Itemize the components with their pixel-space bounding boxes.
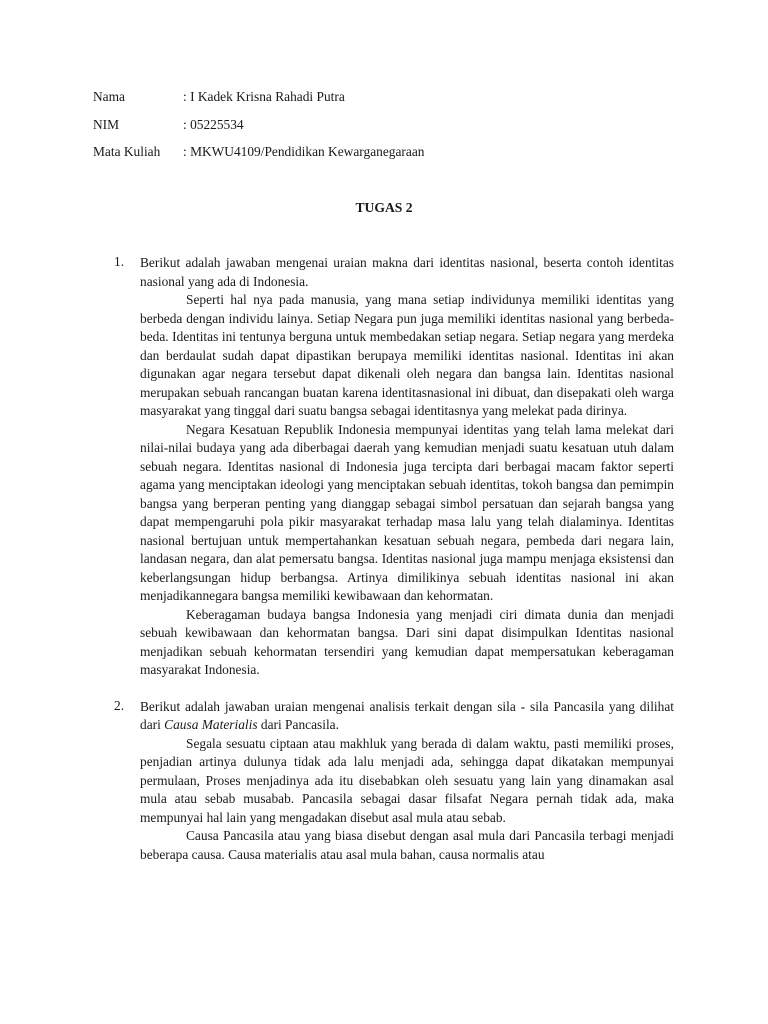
intro-text: Berikut adalah jawaban uraian mengenai analisis terkait dengan sila - sila Pancasila yang dilihat dari [140,698,674,732]
nim-label: NIM [93,116,120,132]
nim-value: : 05225534 [183,116,244,132]
name-row [93,88,424,116]
nim-row [93,116,424,144]
answer-item-1 [114,254,674,680]
intro-text-end: dari Pancasila. [257,717,339,732]
intro-italic-term: Causa Materialis [164,717,258,732]
course-row [93,143,424,171]
course-value: : MKWU4109/Pendidikan Kewarganegaraan [183,144,425,159]
paragraph: Seperti hal nya pada manusia, yang mana setiap individunya memiliki identitas yang berbeda dengan individu lainya. Setiap Negara pun juga memiliki identitas nasional yang berbeda-beda. Identitas ini tentunya berguna untuk membedakan setiap negara. Setiap negara yang merdeka dan berdaulat sudah dapat dipastikan berupaya memiliki identitas nasional. Identitas ini akan digunakan agar negara tersebut dapat dikenali oleh negara dan bangsa lain. Identitas nasional merupakan sebuah rancangan buatan karena identitasnasional ini dibuat, dan disepakati oleh warga masyarakat yang tinggal dari suatu bangsa sebagai identitasnya yang melekat pada dirinya. [140,292,674,418]
item-intro [140,698,674,735]
item-number: 1. [114,254,125,269]
paragraph: Segala sesuatu ciptaan atau makhluk yang berada di dalam waktu, pasti memiliki proses, penjadian artinya dulunya tidak ada lalu menjadi ada, sehingga dapat dikatakan mempunyai permulaan, Proses menjadinya ada itu disebabkan oleh sesuatu yang lain yang dinamakan asal mula atau sebab musabab. Pancasila sebagai dasar filsafat Negara pernah tidak ada, maka mempunyai hal lain yang mengadakan disebut asal mula atau sebab. [140,735,674,825]
paragraph: Negara Kesatuan Republik Indonesia mempunyai identitas yang telah lama melekat dari nilai-nilai budaya yang ada diberbagai daerah yang kemudian menjadi suatu kesatuan utuh dalam sebuah negara. Identitas nasional di Indonesia juga tercipta dari berbagai macam faktor seperti agama yang menciptakan ideologi yang menciptakan sebuah identitas, tokoh bangsa dan pemimpin bangsa yang berperan penting yang dianggap sebagai simbol persatuan dan sejarah bangsa yang dapat mempengaruhi pola pikir masyarakat terhadap masa lalu yang telah dialaminya. Identitas nasional bertujuan untuk mempertahankan kesatuan sebuah negara, pembeda dari negara lain, landasan negara, dan alat pemersatu bangsa. Identitas nasional juga mampu menjaga eksistensi dan keberlangsungan hidup berbangsa. Artinya dimilikinya sebuah identitas nasional ini akan menjadikannegara bangsa memiliki kewibawaan dan kehormatan. [140,421,674,603]
item-number: 2. [114,697,125,713]
name-value: : I Kadek Krisna Rahadi Putra [183,89,345,104]
document-title: TUGAS 2 [355,200,413,215]
name-label: Nama [93,89,125,104]
answer-list [114,254,674,882]
paragraph: Keberagaman budaya bangsa Indonesia yang menjadi ciri dimata dunia dan menjadi sebuah kewibawaan dan kehormatan bangsa. Dari sini dapat disimpulkan Identitas nasional menjadikan sebuah kehormatan tersendiri yang kemudian dapat mempersatukan keberagaman masyarakat Indonesia. [140,606,674,677]
paragraph: Causa Pancasila atau yang biasa disebut dengan asal mula dari Pancasila terbagi menjadi beberapa causa. Causa materialis atau asal mula bahan, causa normalis atau [140,828,674,862]
identity-header [93,88,424,171]
answer-item-2 [114,698,674,865]
item-intro: Berikut adalah jawaban mengenai uraian makna dari identitas nasional, beserta contoh identitas nasional yang ada di Indonesia. [140,255,674,289]
course-label: Mata Kuliah [93,144,161,159]
